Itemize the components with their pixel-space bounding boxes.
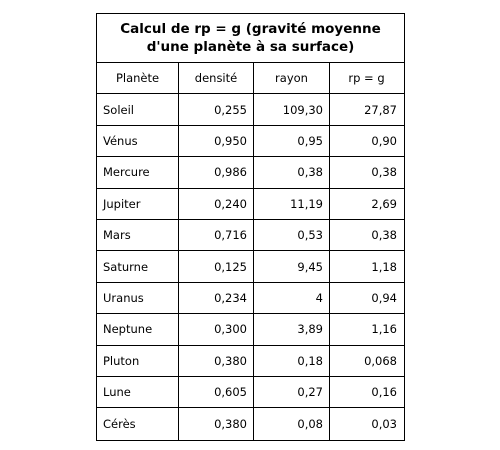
header-gravite: rp = g bbox=[348, 71, 385, 86]
table-row bbox=[97, 408, 404, 439]
cell-rayon: 9,45 bbox=[254, 251, 330, 281]
cell-rayon: 11,19 bbox=[254, 189, 330, 219]
table-row bbox=[97, 346, 404, 377]
cell-rayon: 0,08 bbox=[254, 408, 330, 439]
cell-densite: 0,380 bbox=[179, 408, 254, 439]
cell-planete: Mars bbox=[97, 220, 179, 250]
cell-planete: Neptune bbox=[97, 314, 179, 344]
table-row bbox=[97, 94, 404, 125]
cell-gravite: 0,38 bbox=[371, 228, 397, 243]
cell-densite: 0,240 bbox=[179, 189, 254, 219]
cell-planete: Jupiter bbox=[97, 189, 179, 219]
table-row bbox=[97, 220, 404, 251]
cell-densite: 0,125 bbox=[179, 251, 254, 281]
cell-densite: 0,950 bbox=[179, 126, 254, 156]
cell-planete: Soleil bbox=[97, 94, 179, 124]
cell-planete: Cérès bbox=[97, 408, 179, 439]
cell-rayon: 0,27 bbox=[254, 377, 330, 407]
cell-gravite: 2,69 bbox=[371, 196, 397, 211]
cell-densite: 0,605 bbox=[179, 377, 254, 407]
table-row bbox=[97, 157, 404, 188]
cell-planete: Uranus bbox=[97, 283, 179, 313]
cell-gravite: 27,87 bbox=[364, 102, 397, 117]
cell-densite: 0,255 bbox=[179, 94, 254, 124]
table-row bbox=[97, 377, 404, 408]
table-row bbox=[97, 314, 404, 345]
cell-planete: Mercure bbox=[97, 157, 179, 187]
cell-densite: 0,234 bbox=[179, 283, 254, 313]
cell-gravite: 1,18 bbox=[371, 259, 397, 274]
cell-planete: Saturne bbox=[97, 251, 179, 281]
header-rayon: rayon bbox=[254, 63, 330, 93]
gravity-table bbox=[96, 13, 405, 441]
header-planete: Planète bbox=[97, 63, 179, 93]
table-row bbox=[97, 189, 404, 220]
table-body bbox=[97, 94, 404, 439]
table-title: Calcul de rp = g (gravité moyenne d'une planète à sa surface) bbox=[97, 14, 404, 63]
table-header-row bbox=[97, 63, 404, 94]
cell-gravite: 0,03 bbox=[371, 416, 397, 431]
cell-rayon: 0,38 bbox=[254, 157, 330, 187]
table-row bbox=[97, 126, 404, 157]
cell-rayon: 0,53 bbox=[254, 220, 330, 250]
table-row bbox=[97, 251, 404, 282]
cell-planete: Lune bbox=[97, 377, 179, 407]
cell-densite: 0,380 bbox=[179, 346, 254, 376]
cell-rayon: 3,89 bbox=[254, 314, 330, 344]
cell-densite: 0,716 bbox=[179, 220, 254, 250]
cell-rayon: 109,30 bbox=[254, 94, 330, 124]
cell-planete: Vénus bbox=[97, 126, 179, 156]
cell-gravite: 0,068 bbox=[364, 353, 397, 368]
cell-gravite: 0,16 bbox=[371, 385, 397, 400]
header-densite: densité bbox=[179, 63, 254, 93]
cell-rayon: 0,18 bbox=[254, 346, 330, 376]
cell-rayon: 0,95 bbox=[254, 126, 330, 156]
cell-gravite: 0,94 bbox=[371, 290, 397, 305]
table-row bbox=[97, 283, 404, 314]
cell-gravite: 0,38 bbox=[371, 165, 397, 180]
cell-rayon: 4 bbox=[254, 283, 330, 313]
cell-gravite: 0,90 bbox=[371, 133, 397, 148]
cell-densite: 0,986 bbox=[179, 157, 254, 187]
cell-densite: 0,300 bbox=[179, 314, 254, 344]
cell-gravite: 1,16 bbox=[371, 322, 397, 337]
cell-planete: Pluton bbox=[97, 346, 179, 376]
